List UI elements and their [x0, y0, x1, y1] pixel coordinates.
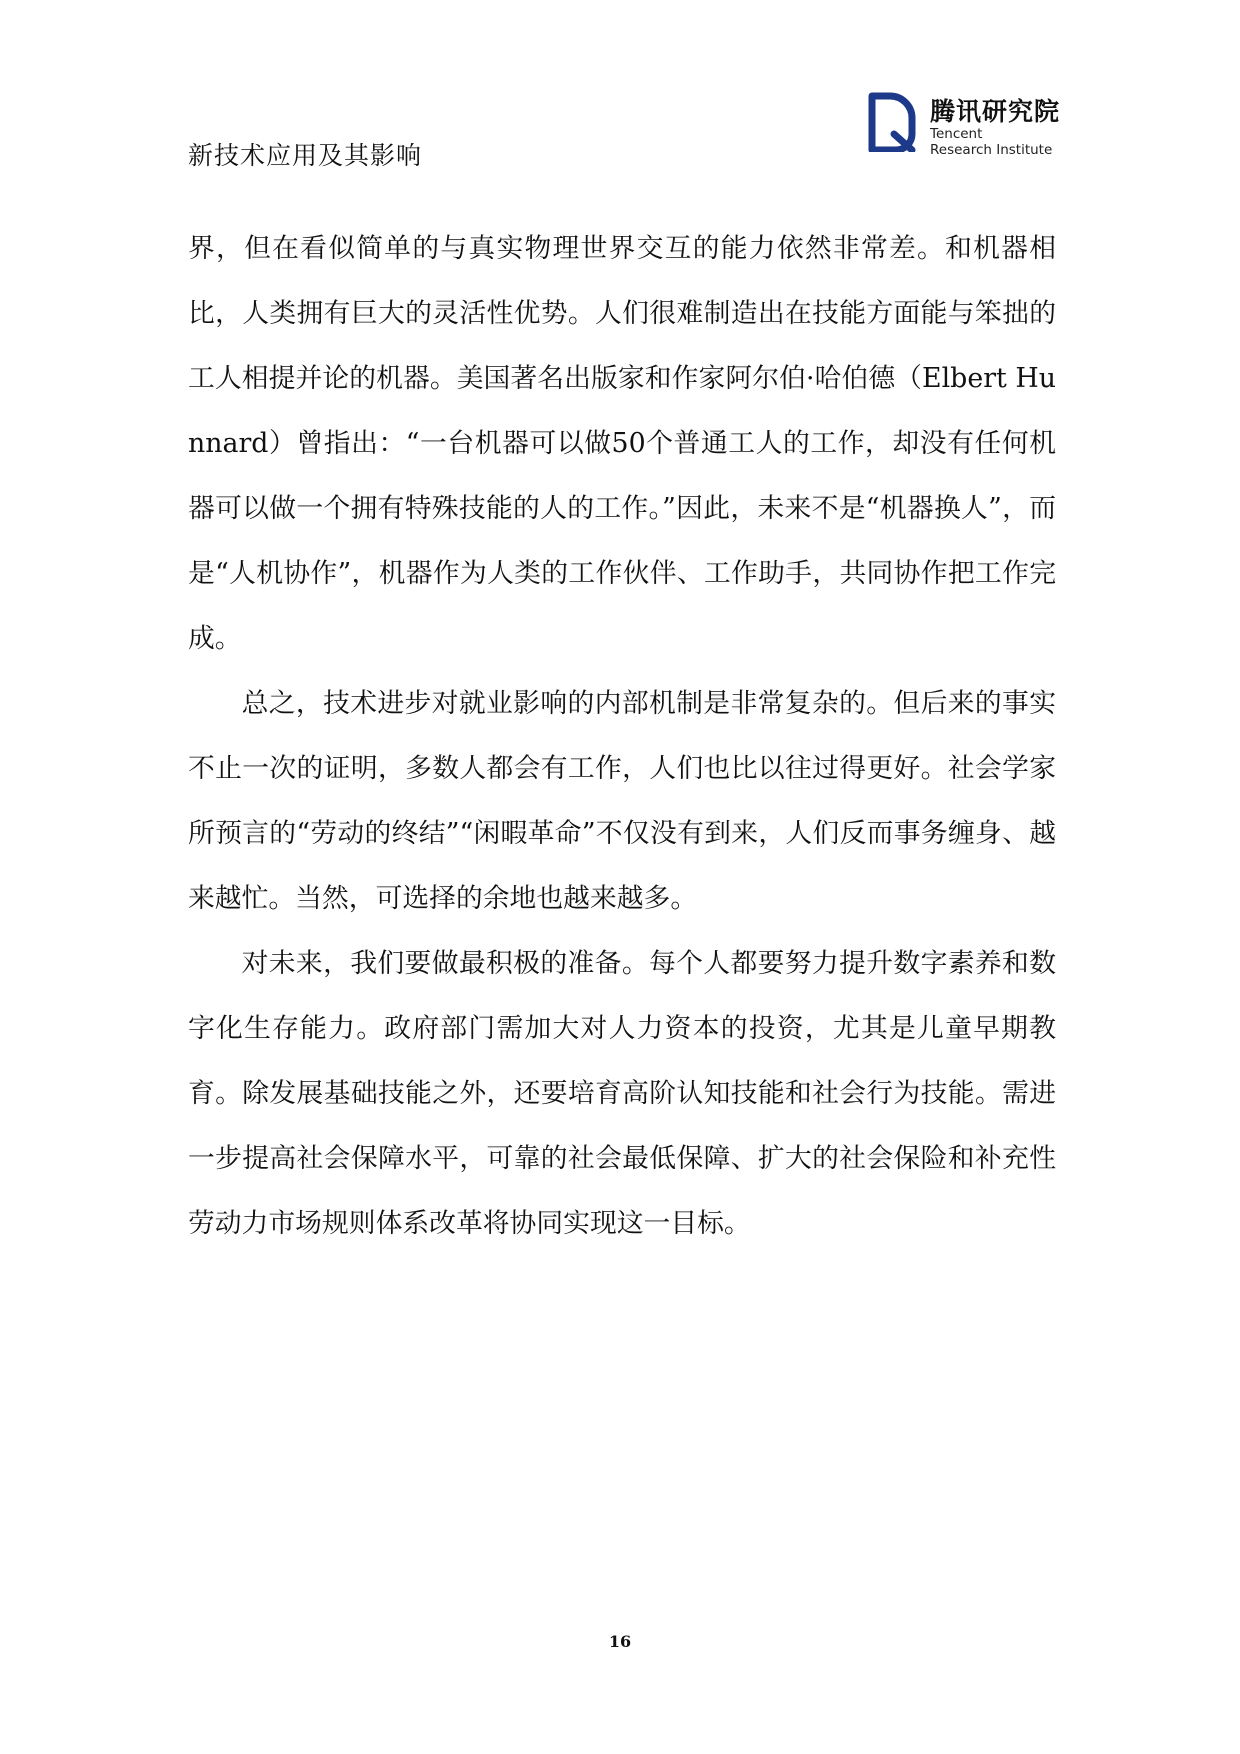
paragraph-1: 界，但在看似简单的与真实物理世界交互的能力依然非常差。和机器相比，人类拥有巨大的灵活性优势。人们很难制造出在技能方面能与笨拙的工人相提并论的机器。美国著名出版家和作家阿尔伯·哈伯德（Elbert Hunnard）曾指出：“一台机器可以做50个普通工人的工作，却没有任何机器可以做一个拥有特殊技能的人的工作。”因此，未来不是“机器换人”，而是“人机协作”，机器作为人类的工作伙伴、工作助手，共同协作把工作完成。 [188, 233, 1056, 654]
logo-name-chinese: 腾讯研究院 [930, 97, 1061, 126]
body-text [188, 216, 1056, 1256]
logo-mark-icon [858, 90, 920, 152]
paragraph-3: 对未来，我们要做最积极的准备。每个人都要努力提升数字素养和数字化生存能力。政府部门需加大对人力资本的投资，尤其是儿童早期教育。除发展基础技能之外，还要培育高阶认知技能和社会行为技能。需进一步提高社会保障水平，可靠的社会最低保障、扩大的社会保险和补充性劳动力市场规则体系改革将协同实现这一目标。 [188, 948, 1056, 1239]
page-number: 16 [608, 1632, 632, 1651]
logo-name-english-line1: Tencent [930, 126, 983, 142]
paragraph-2: 总之，技术进步对就业影响的内部机制是非常复杂的。但后来的事实不止一次的证明，多数人都会有工作，人们也比以往过得更好。社会学家所预言的“劳动的终结”“闲暇革命”不仅没有到来，人们反而事务缠身、越来越忙。当然，可选择的余地也越来越多。 [188, 688, 1056, 914]
logo-name-english-line2: Research Institute [930, 142, 1053, 158]
running-header-title: 新技术应用及其影响 [188, 141, 423, 170]
tencent-research-institute-logo [858, 90, 1078, 160]
logo-name-english [930, 126, 1052, 158]
